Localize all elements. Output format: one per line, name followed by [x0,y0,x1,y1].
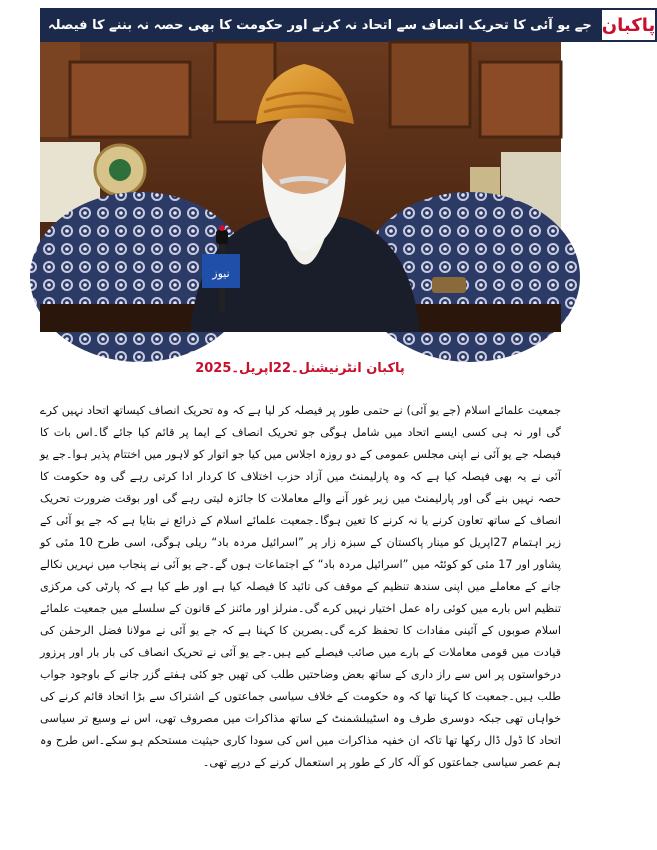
article-body [40,400,561,774]
headline-banner [40,8,656,42]
news-photo [40,42,561,332]
brand-logo [600,8,657,42]
article-paragraph: جمعیت علمائے اسلام (جے یو آئی) نے حتمی طور پر فیصلہ کر لیا ہے کہ وہ تحریک انصاف کیساتھ اتحاد نہیں کرے گی اور نہ ہی کسی ایسے اتحاد میں شامل ہوگی جو تحریک انصاف کے ایما پر قائم کیا جائے گا۔اس بات کا فیصلہ جے یو آئی نے اپنی مجلس عمومی کے دو روزہ اجلاس میں کیا جو اتوار کو لاہور میں اختتام پذیر ہوا۔جے یو آئی نے یہ بھی فیصلہ کیا ہے کہ وہ پارلیمنٹ میں آزاد حزب اختلاف کا کردار ادا کرتی رہے گی وہ حکومت کا حصہ نہیں بنے گی اور پارلیمنٹ میں زیر غور آنے والے معاملات کا جائزہ لیتی رہے گی اور بوقت ضرورت تحریک انصاف کے ساتھ تعاون کرنے یا نہ کرنے کا تعین ہوگا۔جمعیت علمائے اسلام کے ذرائع نے بتایا ہے کہ جے یو آئی کے زیر اہتمام 27اپریل کو مینار پاکستان کے سبزہ زار پر ”اسرائیل مردہ باد“ ریلی ہوگی، اسی طرح 10 مئی کو پشاور اور 17 مئی کو کوئٹہ میں ”اسرائیل مردہ باد“ کے اجتماعات ہوں گے۔جے یو آئی نے پنجاب میں نہریں نکالے جانے کے معاملے میں اپنی سندھ تنظیم کے موقف کی تائید کا فیصلہ کیا ہے اور طے کیا ہے کہ پارٹی کی مرکزی تنظیم اس بارے میں کوئی راہ عمل اختیار نہیں کرے گی۔منرلز اور مائنز کے قانون کے سلسلے میں جمعیت علمائے اسلام صوبوں کے آئینی مفادات کا تحفظ کرے گی۔بصرین کا کہنا ہے کہ جے یو آئی نے مولانا فضل الرحمٰن کی قیادت میں قومی معاملات کے بارے میں صائب فیصلے کیے ہیں۔جے یو آئی نے تحریک انصاف کی بار بار اور پرزور درخواستوں پر اس سے راز داری کے ساتھ بعض وضاحتیں طلب کی تھیں جو کئی ہفتے گزر جانے کے باوجود جواب طلب ہیں۔جمعیت کا کہنا تھا کہ وہ حکومت کے خلاف سیاسی جماعتوں کے اشتراک سے بڑا اتحاد قائم کرنے کی خواہاں تھی جبکہ دوسری طرف وہ اسٹیبلشمنٹ کے ساتھ مذاکرات میں مصروف تھی، اس نے وسیع تر سیاسی اتحاد کا ڈول ڈال رکھا تھا تاکہ ان خفیہ مذاکرات میں اس کی سودا کاری حیثیت مستحکم ہو سکے۔اس طرح وہ ہم عصر سیاسی جماعتوں کو آلہ کار کے طور پر استعمال کرنے کے درپے تھی۔ [40,404,561,769]
headline-title: جے یو آئی کا تحریک انصاف سے اتحاد نہ کرنے اور حکومت کا بھی حصہ نہ بننے کا فیصلہ [40,8,600,42]
dateline: پاکبان انٹرنیشنل۔22اپریل۔2025 [195,361,405,376]
brand-name: پاکبان [601,14,656,36]
mic-flag-label: نیوز [212,267,230,280]
